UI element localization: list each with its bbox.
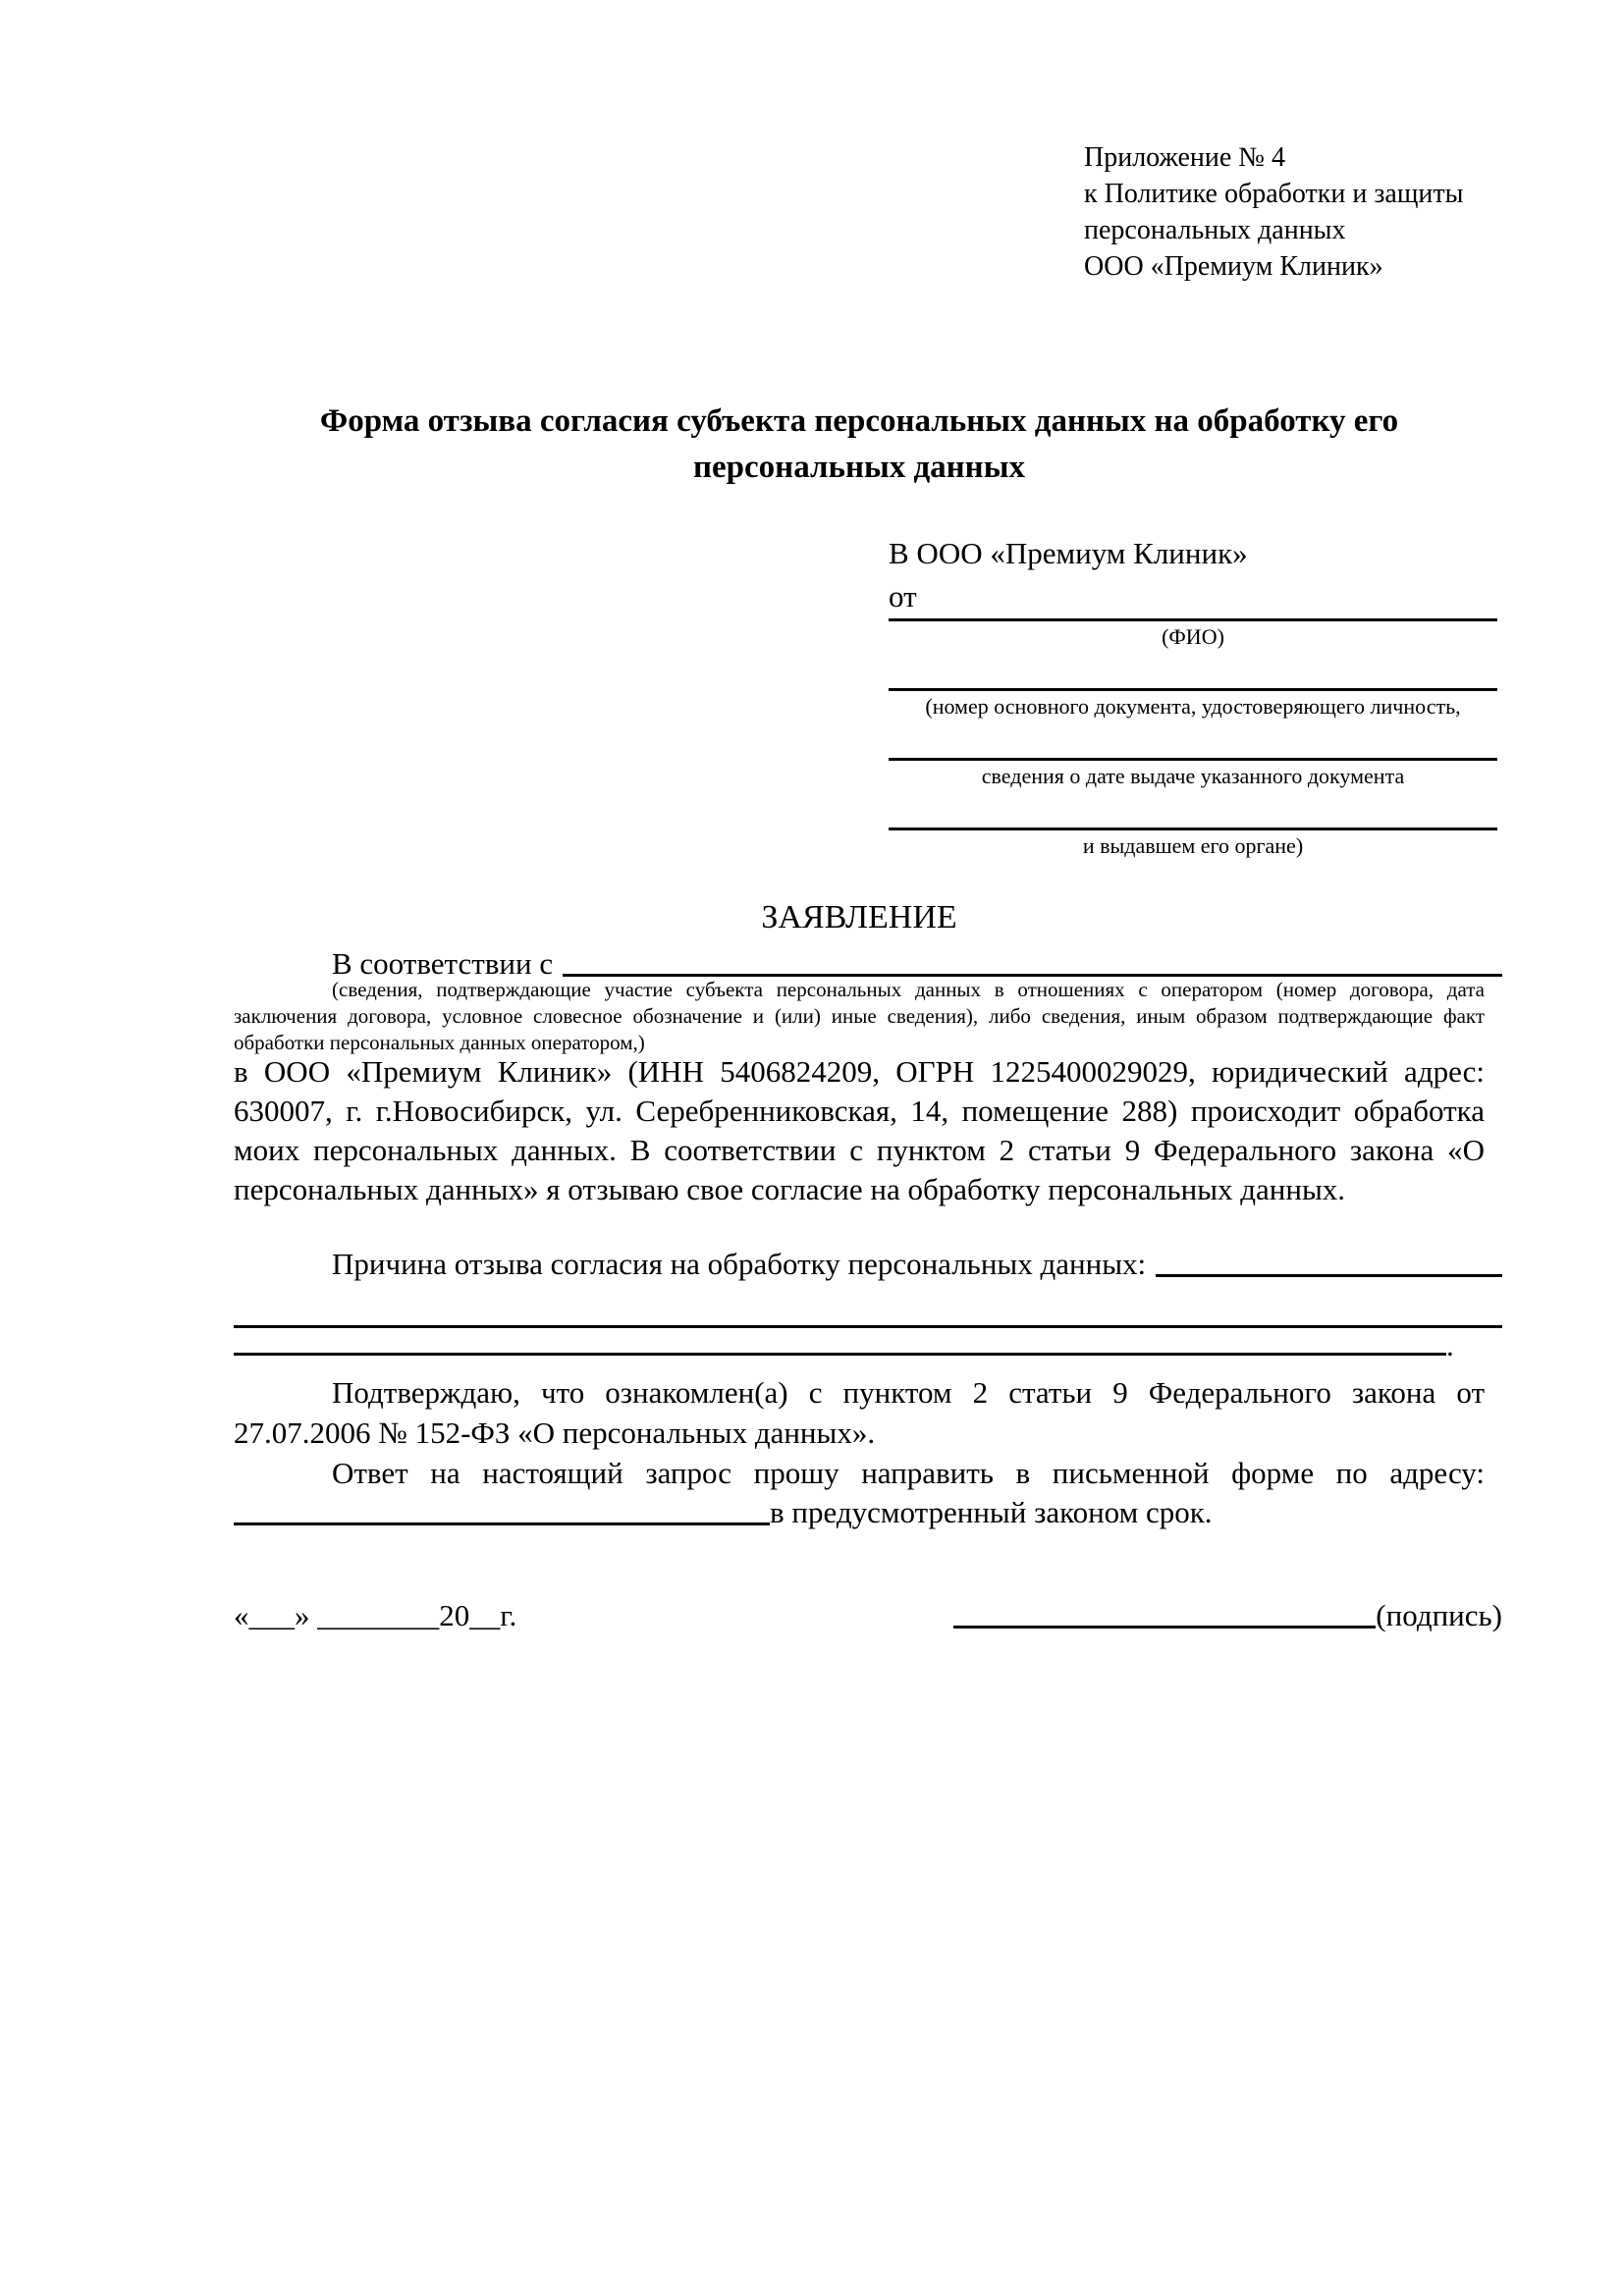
issuing-authority-blank xyxy=(889,828,1497,859)
issue-date-blank xyxy=(889,758,1497,789)
confirmation-paragraph: Подтверждаю, что ознакомлен(а) с пунктом 2 статьи 9 Федерального закона от 27.07.2006 № 152-ФЗ «О персональных данных». xyxy=(234,1375,1485,1450)
fio-blank xyxy=(889,618,1497,650)
reason-blank-line-3 xyxy=(234,1329,1502,1362)
footer-row xyxy=(234,1596,1502,1635)
date-blank: «___» ________20__г. xyxy=(234,1598,517,1632)
period: . xyxy=(1446,1328,1454,1362)
addressee-to: В ООО «Премиум Клиник» xyxy=(889,536,1248,570)
reason-blank-line-2 xyxy=(234,1325,1502,1328)
address-blank xyxy=(234,1522,770,1525)
statement-heading: ЗАЯВЛЕНИЕ xyxy=(761,899,957,935)
signature-group xyxy=(953,1596,1502,1635)
issue-date-caption: сведения о дате выдаче указанного документа xyxy=(981,764,1405,788)
fine-print-note: (сведения, подтверждающие участие субъекта персональных данных в отношениях с оператором (номер договора, дата заключения договора, условное словесное обозначение и (или) иные сведения), либо сведения, иным образом подтверждающие факт обработки персональных данных оператором,) xyxy=(234,978,1485,1054)
reply-address-line xyxy=(234,1493,1485,1532)
reply-request-paragraph: Ответ на настоящий запрос прошу направить в письменной форме по адресу: xyxy=(332,1456,1485,1490)
document-number-caption: (номер основного документа, удостоверяющего личность, xyxy=(925,694,1461,719)
appendix-line: Приложение № 4 xyxy=(1084,142,1285,173)
form-title: Форма отзыва согласия субъекта персональных данных на обработку его персональных данных xyxy=(319,403,1399,485)
reply-suffix: в предусмотренный законом срок. xyxy=(770,1495,1213,1529)
body-paragraph: в ООО «Премиум Клиник» (ИНН 5406824209, ОГРН 1225400029029, юридический адрес: 630007, г. г.Новосибирск, ул. Серебренниковская, 14, помещение 288) происходит обработка моих персональных данных. В соответствии с пунктом 2 статьи 9 Федерального закона «О персональных данных» я отзываю свое согласие на обработку персональных данных. xyxy=(234,1054,1485,1206)
reason-line xyxy=(234,1245,1502,1284)
appendix-line: ООО «Премиум Клиник» xyxy=(1084,251,1383,282)
addressee-block xyxy=(889,532,1497,859)
reason-blank xyxy=(1156,1274,1502,1277)
document-number-blank xyxy=(889,688,1497,720)
signature-caption: (подпись) xyxy=(1376,1598,1502,1632)
basis-prefix: В соответствии с xyxy=(332,946,554,981)
addressee-blanks xyxy=(889,618,1497,859)
appendix-note xyxy=(1084,139,1463,285)
appendix-line: персональных данных xyxy=(1084,215,1346,245)
signature-line xyxy=(953,1626,1376,1629)
issuing-authority-caption: и выдавшем его органе) xyxy=(1082,833,1304,858)
fio-caption: (ФИО) xyxy=(1162,624,1224,649)
appendix-line: к Политике обработки и защиты xyxy=(1084,179,1464,209)
reason-blank-segment xyxy=(234,1353,1446,1356)
addressee-from: от xyxy=(889,579,917,614)
reason-prefix: Причина отзыва согласия на обработку персональных данных: xyxy=(332,1247,1147,1281)
